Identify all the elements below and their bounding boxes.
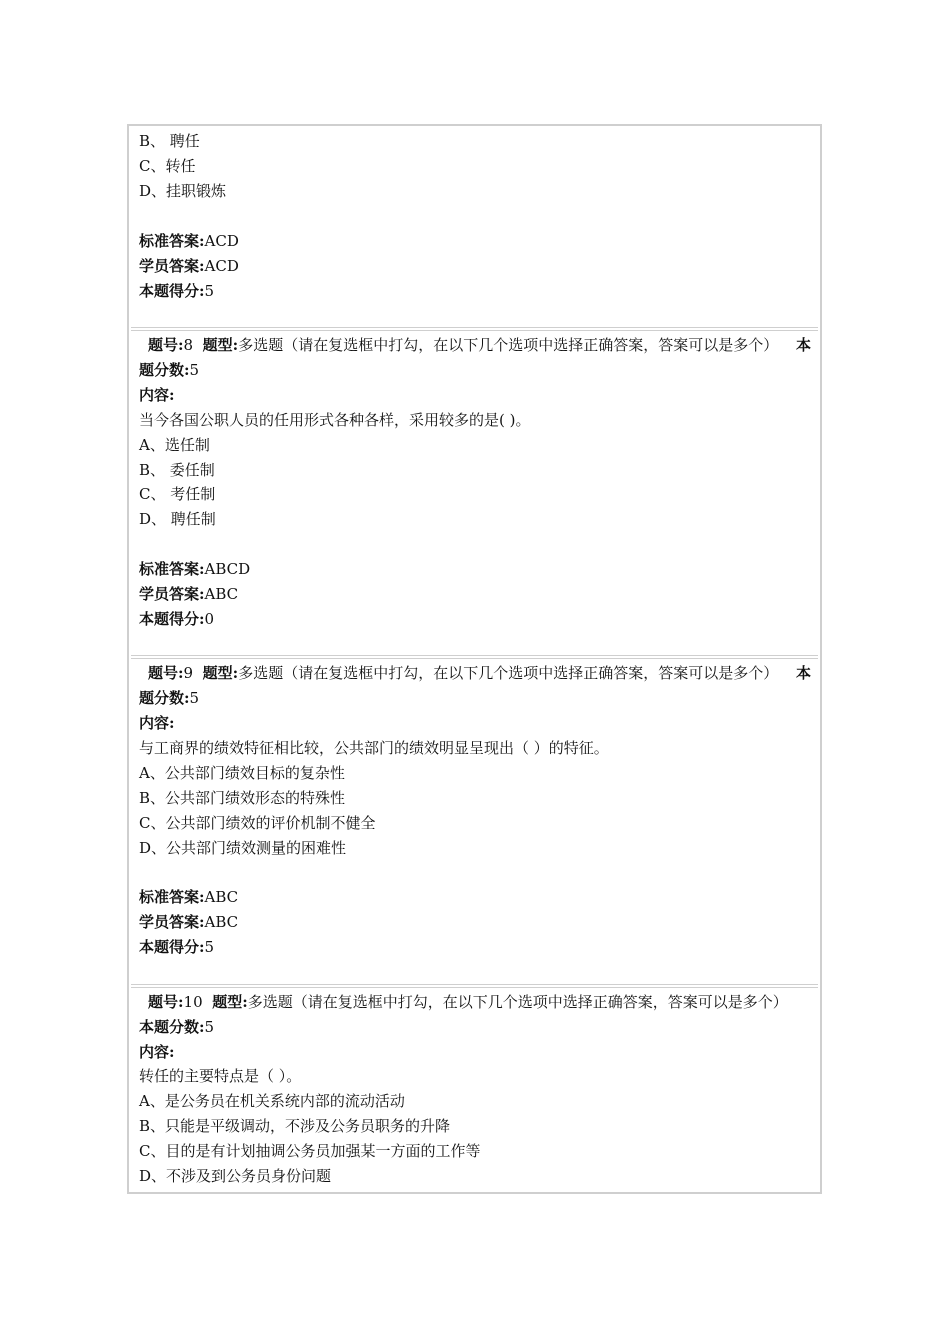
option-c: C、转任 (139, 157, 196, 175)
score-obtained: 本题得分:5 (139, 938, 215, 956)
standard-answer: 标准答案:ABCD (139, 560, 251, 578)
option-c: C、目的是有计划抽调公务员加强某一方面的工作等 (139, 1142, 481, 1160)
question-text: 与工商界的绩效特征相比较，公共部门的绩效明显呈现出（ ）的特征。 (139, 739, 609, 757)
option-b: B、 聘任 (139, 132, 200, 150)
question-score: 本题分数:5 (139, 1018, 215, 1036)
option-d: D、公共部门绩效测量的困难性 (139, 839, 347, 857)
student-answer: 学员答案:ABC (139, 585, 239, 603)
option-c: C、公共部门绩效的评价机制不健全 (139, 814, 376, 832)
option-b: B、只能是平级调动，不涉及公务员职务的升降 (139, 1117, 451, 1135)
student-answer: 学员答案:ACD (139, 257, 239, 275)
content-label: 内容: (139, 1043, 175, 1061)
score-obtained: 本题得分:0 (139, 610, 215, 628)
question-score: 题分数:5 (139, 361, 200, 379)
question-table (127, 124, 822, 1194)
question-header: 题号:9 题型:多选题（请在复选框中打勾，在以下几个选项中选择正确答案，答案可以是多个） (148, 664, 779, 682)
question-header: 题号:10 题型:多选题（请在复选框中打勾，在以下几个选项中选择正确答案，答案可以是多个） (148, 993, 788, 1011)
option-d: D、不涉及到公务员身份问题 (139, 1167, 332, 1185)
content-label: 内容: (139, 714, 175, 732)
standard-answer: 标准答案:ABC (139, 888, 239, 906)
option-a: A、选任制 (139, 436, 210, 454)
question-text: 当今各国公职人员的任用形式各种各样，采用较多的是( )。 (139, 411, 531, 429)
standard-answer: 标准答案:ACD (139, 232, 239, 250)
content-label: 内容: (139, 386, 175, 404)
question-score: 题分数:5 (139, 689, 200, 707)
question-text: 转任的主要特点是（ ）。 (139, 1067, 302, 1085)
row-divider (131, 655, 818, 659)
option-c: C、 考任制 (139, 485, 216, 503)
question-header: 题号:8 题型:多选题（请在复选框中打勾，在以下几个选项中选择正确答案，答案可以是多个） (148, 336, 779, 354)
score-label-start: 本 (796, 336, 812, 354)
option-b: B、 委任制 (139, 461, 215, 479)
student-answer: 学员答案:ABC (139, 913, 239, 931)
score-obtained: 本题得分:5 (139, 282, 215, 300)
option-a: A、公共部门绩效目标的复杂性 (139, 764, 345, 782)
score-label-start: 本 (796, 664, 812, 682)
option-b: B、公共部门绩效形态的特殊性 (139, 789, 346, 807)
option-d: D、挂职锻炼 (139, 182, 227, 200)
row-divider (131, 327, 818, 331)
option-a: A、是公务员在机关系统内部的流动活动 (139, 1092, 405, 1110)
option-d: D、 聘任制 (139, 510, 216, 528)
row-divider (131, 984, 818, 988)
